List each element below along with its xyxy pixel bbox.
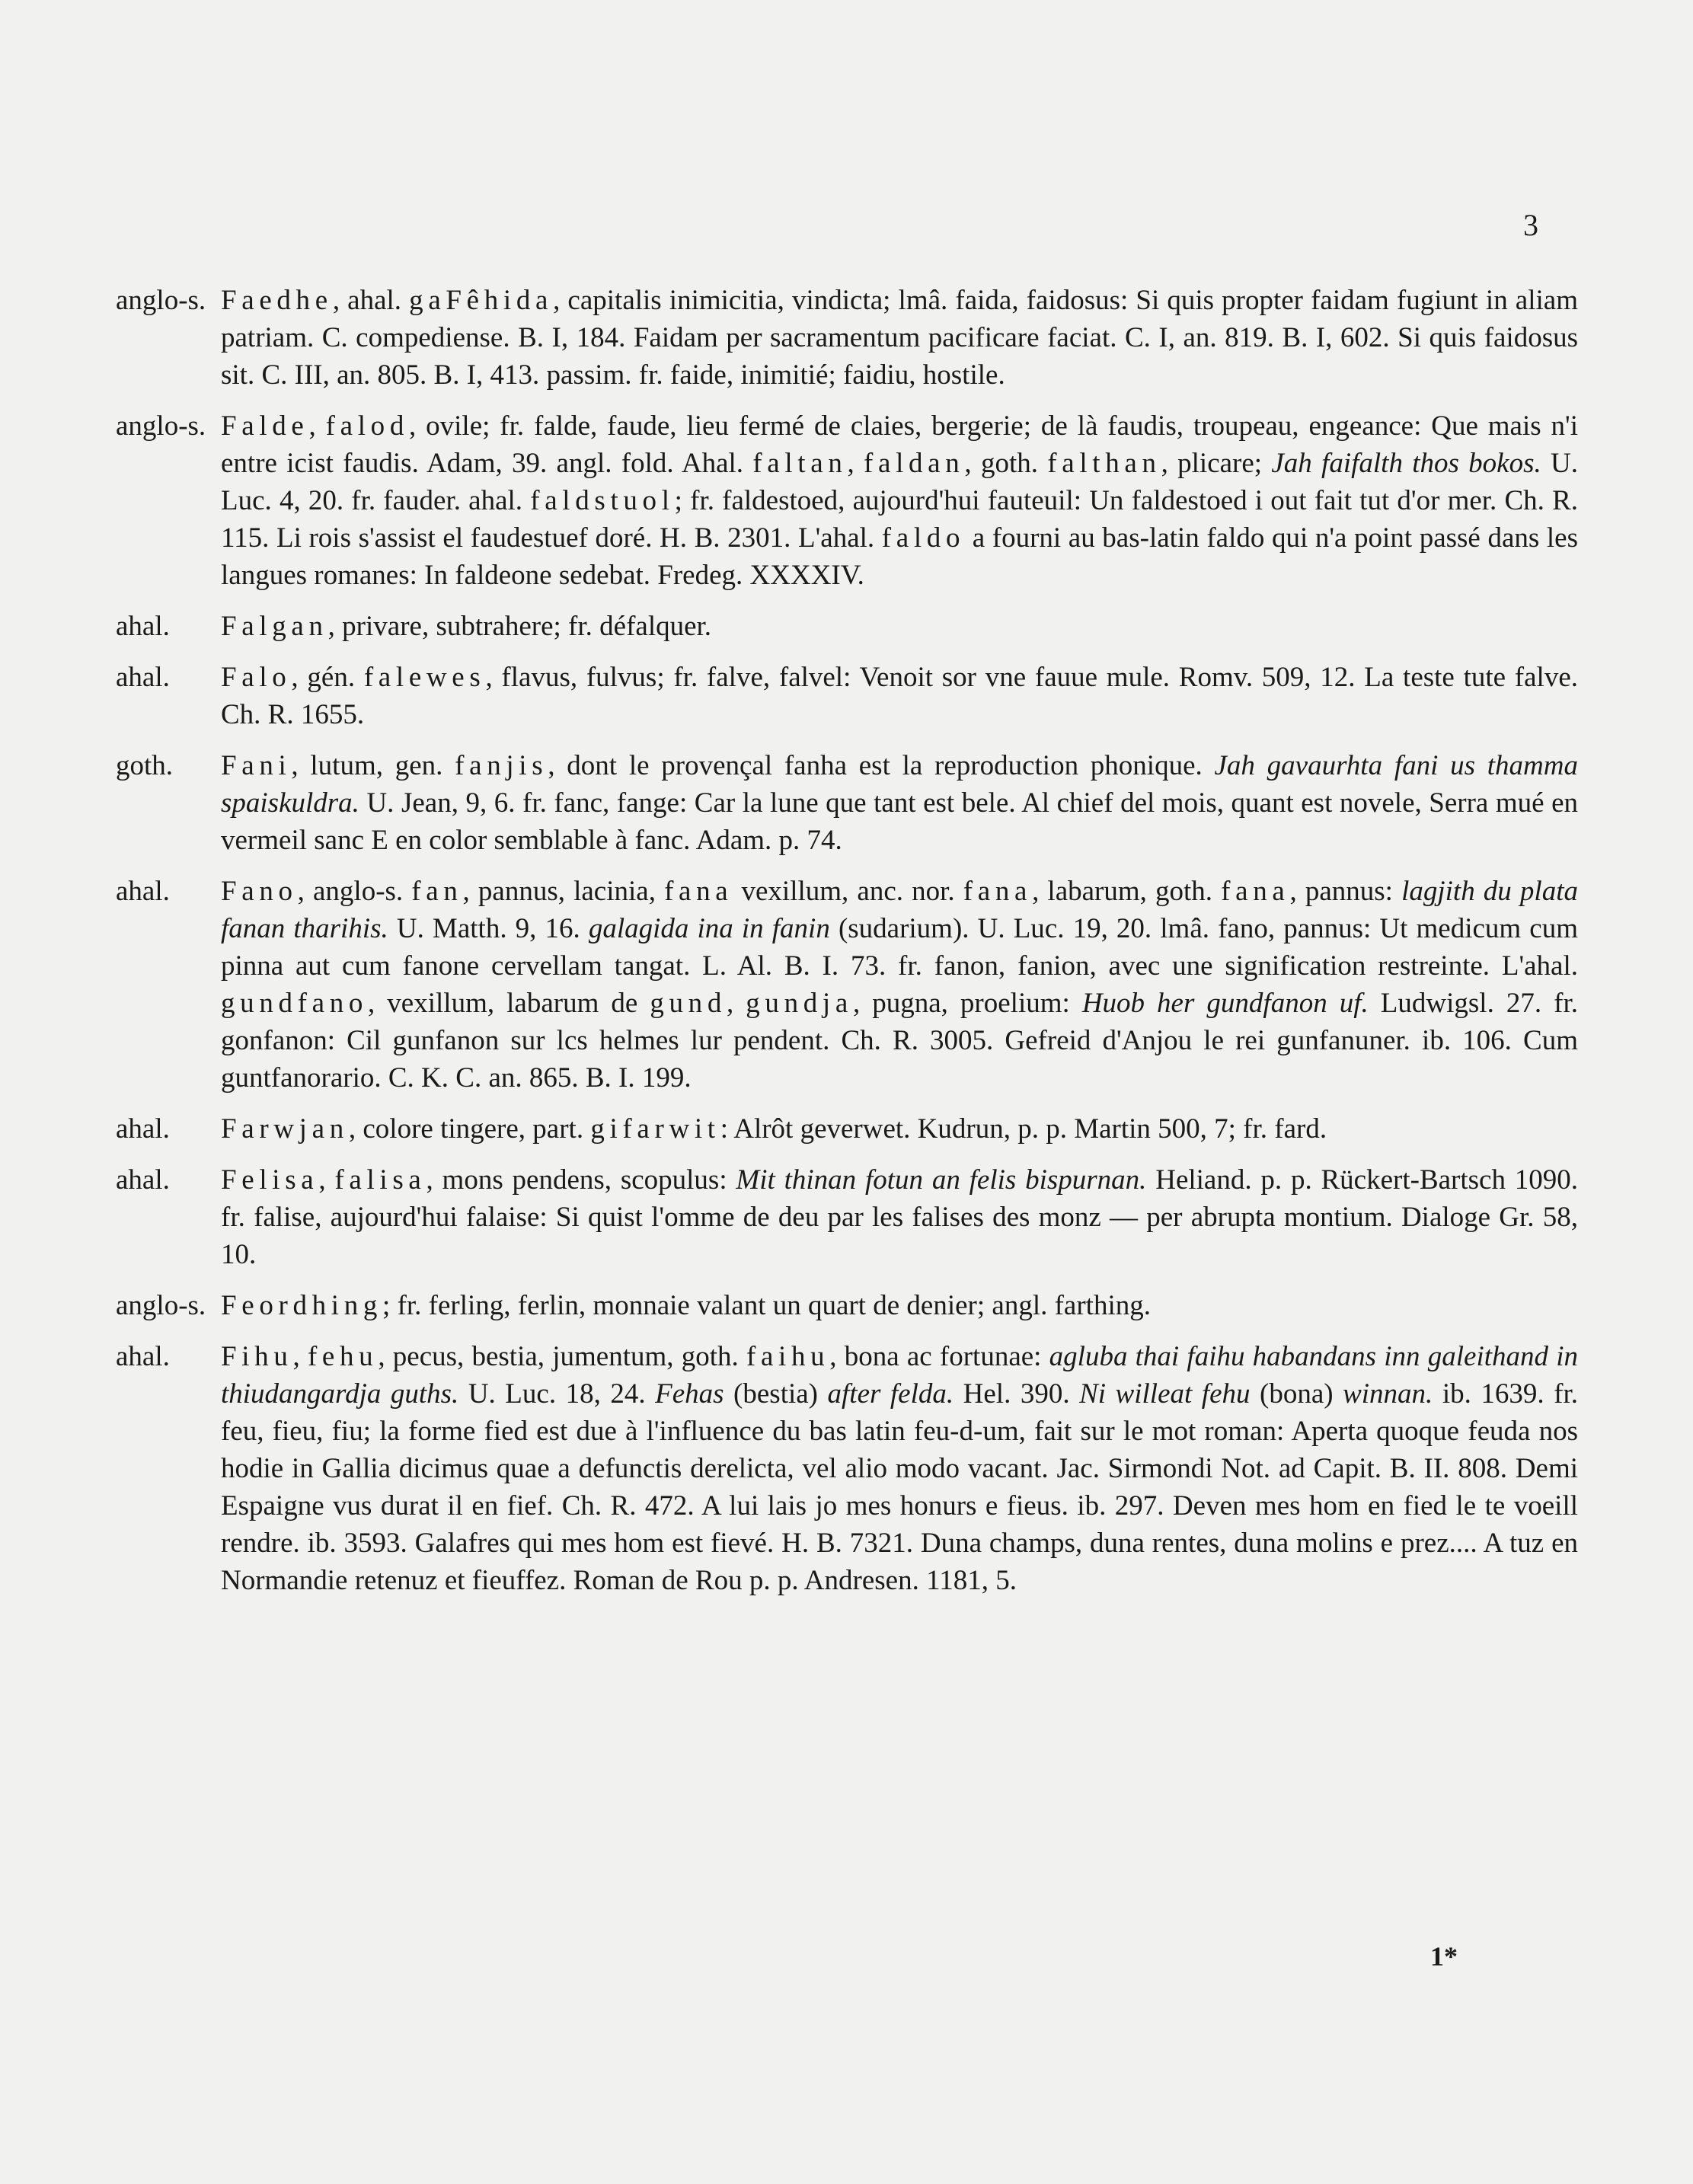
headword: falisa	[334, 1164, 426, 1196]
entry-language-label: anglo-s.	[116, 410, 206, 442]
dictionary-entry	[116, 747, 1578, 859]
entry-text: ,	[847, 448, 864, 479]
entry-text: Ludwigsl. 27. fr. gonfanon: Cil gunfanon sur lcs helmes lur pendent. Ch. R. 3005. Gefreid d'Anjou le rei gunfanuner. ib. 106. Cum guntfanorario. C. K. C. an. 865. B. I. 199.	[221, 988, 1578, 1094]
entry-text: , bona ac fortunae:	[829, 1341, 1049, 1372]
headword: gund	[650, 988, 727, 1019]
dictionary-entry	[116, 1110, 1578, 1148]
headword: Felisa	[221, 1164, 319, 1196]
entry-text: , pecus, bestia, jumentum, goth.	[378, 1341, 746, 1372]
entry-language-label: anglo-s.	[116, 1290, 206, 1321]
entry-text: U. Luc. 4, 20. fr. fauder. ahal.	[221, 448, 1579, 516]
dictionary-entry	[116, 282, 1578, 394]
quotation: Fehas	[655, 1378, 724, 1410]
entry-text: , capitalis inimicitia, vindicta; lmâ. faida, faidosus: Si quis propter faidam fugiunt in aliam patriam. C. compediense. B. I, 184. Faidam per sacramentum pacificare faciat. C. I, an. 819. B. I, 602. Si quis faidosus sit. C. III, an. 805. B. I, 413. passim. fr. faide, inimitié; faidiu, hostile.	[221, 285, 1578, 391]
entry-text: , pannus:	[1289, 876, 1402, 907]
headword: faldo	[881, 522, 966, 554]
headword: fan	[411, 876, 463, 907]
headword: faihu	[746, 1341, 830, 1372]
entry-body	[221, 282, 1578, 394]
headword: fana	[1221, 876, 1290, 907]
entry-body	[221, 659, 1578, 733]
entry-text: , flavus, fulvus; fr. falve, falvel: Venoit sor vne fauue mule. Romv. 509, 12. La teste tute falve. Ch. R. 1655.	[221, 662, 1578, 730]
quotation: agluba thai faihu habandans inn galeithand in thiudangardja guths.	[221, 1341, 1578, 1410]
entry-language-label: ahal.	[116, 1341, 170, 1372]
entry-text: , vexillum, labarum de	[368, 988, 650, 1019]
entry-text: , mons pendens, scopulus:	[426, 1164, 736, 1196]
entry-text: , dont le provençal fanha est la reproduction phonique.	[548, 750, 1215, 781]
page-number: 3	[1523, 208, 1538, 242]
dictionary-entry	[116, 608, 1578, 645]
dictionary-entry	[116, 659, 1578, 733]
entry-body	[221, 747, 1578, 859]
entry-text: , ovile; fr. falde, faude, lieu fermé de claies, bergerie; de là faudis, troupeau, engeance: Que mais n'i entre icist faudis. Adam, 39. angl. fold. Ahal.	[221, 410, 1579, 479]
entry-text: (sudarium). U. Luc. 19, 20. lmâ. fano, pannus: Ut medicum cum pinna aut cum fanone cervellam tangat. L. Al. B. I. 73. fr. fanon, fanion, avec une signification restreinte. L'ahal.	[221, 913, 1578, 982]
headword: Falo	[221, 662, 292, 693]
headword: fana	[963, 876, 1033, 907]
entry-language-label: anglo-s.	[116, 285, 206, 316]
entry-text: ; fr. faldestoed, aujourd'hui fauteuil: Un faldestoed i out fait tut d'or mer. Ch. R. 115. Li rois s'assist el faudestuef doré. H. B. 2301. L'ahal.	[221, 485, 1579, 554]
entry-text: , pugna, proelium:	[852, 988, 1082, 1019]
entry-language-label: ahal.	[116, 662, 170, 693]
entry-text: ,	[308, 410, 326, 442]
headword: Falgan	[221, 611, 328, 642]
quotation: Huob her gundfanon uf.	[1081, 988, 1369, 1019]
entry-text: U. Jean, 9, 6. fr. fanc, fange: Car la lune que tant est bele. Al chief del mois, quant est novele, Serra mué en vermeil sanc E en color semblable à fanc. Adam. p. 74.	[221, 787, 1578, 856]
headword: gundja	[746, 988, 853, 1019]
headword: faldstuol	[530, 485, 675, 516]
dictionary-entry	[116, 407, 1578, 594]
entry-language-label: goth.	[116, 750, 174, 781]
entry-text: : Alrôt geverwet. Kudrun, p. p. Martin 500, 7; fr. fard.	[720, 1113, 1327, 1145]
headword: faldan	[864, 448, 965, 479]
headword: gundfano	[221, 988, 369, 1019]
quotation: Mit thinan fotun an felis bispurnan.	[736, 1164, 1147, 1196]
entry-text: , ahal.	[332, 285, 410, 316]
dictionary-entry	[116, 1338, 1578, 1599]
entry-text: , plicare;	[1161, 448, 1272, 479]
quotation: after felda.	[827, 1378, 954, 1410]
dictionary-entry	[116, 1287, 1578, 1324]
entry-language-label: ahal.	[116, 1164, 170, 1196]
quotation: winnan.	[1343, 1378, 1433, 1410]
quotation: lagjith du plata fanan tharihis.	[221, 876, 1578, 944]
entry-text: ,	[318, 1164, 335, 1196]
entry-language-label: ahal.	[116, 876, 170, 907]
headword: falewes	[363, 662, 486, 693]
entry-text: ; fr. ferling, ferlin, monnaie valant un quart de denier; angl. farthing.	[382, 1290, 1151, 1321]
dictionary-entries	[116, 282, 1578, 1613]
entry-body	[221, 1287, 1578, 1324]
headword: Farwjan	[221, 1113, 349, 1145]
headword: gifarwit	[590, 1113, 720, 1145]
headword: Fano	[221, 876, 298, 907]
entry-text: Heliand. p. p. Rückert-Bartsch 1090. fr. falise, aujourd'hui falaise: Si quist l'omme de deu par les falises des monz — per abrupta montium. Dialoge Gr. 58, 10.	[221, 1164, 1579, 1270]
entry-text: a fourni au bas-latin faldo qui n'a point passé dans les langues romanes: In faldeone sedebat. Fredeg. XXXXIV.	[221, 522, 1578, 591]
headword: fana	[664, 876, 733, 907]
headword: fehu	[307, 1341, 379, 1372]
entry-text: U. Matth. 9, 16.	[388, 913, 589, 944]
entry-body	[221, 407, 1578, 594]
entry-text: , goth.	[964, 448, 1048, 479]
entry-body	[221, 608, 1578, 645]
entry-body	[221, 1161, 1578, 1273]
entry-text: ,	[292, 1341, 308, 1372]
entry-language-label: ahal.	[116, 1113, 170, 1145]
quotation: galagida ina in fanin	[588, 913, 830, 944]
entry-text: U. Luc. 18, 24.	[458, 1378, 656, 1410]
entry-language-label: ahal.	[116, 611, 170, 642]
dictionary-entry	[116, 873, 1578, 1097]
entry-text: , privare, subtrahere; fr. défalquer.	[327, 611, 712, 642]
headword: fanjis	[455, 750, 548, 781]
entry-text: (bestia)	[724, 1378, 828, 1410]
headword: Fihu	[221, 1341, 293, 1372]
entry-text: Hel. 390.	[954, 1378, 1080, 1410]
entry-text: , anglo-s.	[297, 876, 412, 907]
entry-text: , gén.	[291, 662, 364, 693]
headword: Fani	[221, 750, 292, 781]
headword: faltan	[752, 448, 848, 479]
headword: falthan	[1047, 448, 1161, 479]
entry-text: , pannus, lacinia,	[462, 876, 665, 907]
headword: Faedhe	[221, 285, 333, 316]
quotation: Ni willeat fehu	[1079, 1378, 1251, 1410]
entry-text: , colore tingere, part.	[348, 1113, 591, 1145]
headword: gaFêhida	[409, 285, 554, 316]
signature-mark: 1*	[1430, 1941, 1458, 1972]
entry-body	[221, 1110, 1578, 1148]
entry-text: (bona)	[1250, 1378, 1343, 1410]
entry-text: , labarum, goth.	[1032, 876, 1222, 907]
quotation: Jah faifalth thos bokos.	[1271, 448, 1541, 479]
entry-text: ib. 1639. fr. feu, fieu, fiu; la forme fied est due à l'influence du bas latin feu-d-um, fait sur le mot roman: Aperta quoque feuda nos hodie in Gallia dicimus quae a defunctis derelicta, vel alio modo vacant. Jac. Sirmondi Not. ad Capit. B. II. 808. Demi Espaigne vus durat il en fief. Ch. R. 472. A lui lais jo mes honurs e fieus. ib. 297. Deven mes hom en fied le te voeill rendre. ib. 3593. Galafres qui mes hom est fievé. H. B. 7321. Duna champs, duna rentes, duna molins e prez.... A tuz en Normandie retenuz et fieuffez. Roman de Rou p. p. Andresen. 1181, 5.	[221, 1378, 1578, 1596]
entry-body	[221, 873, 1578, 1097]
headword: Feordhing	[221, 1290, 383, 1321]
headword: falod	[325, 410, 409, 442]
quotation: Jah gavaurhta fani us thamma spaiskuldra.	[221, 750, 1578, 819]
entry-text: vexillum, anc. nor.	[733, 876, 963, 907]
entry-body	[221, 1338, 1578, 1599]
entry-text: , lutum, gen.	[291, 750, 455, 781]
headword: Falde	[221, 410, 309, 442]
entry-text: ,	[726, 988, 746, 1019]
dictionary-entry	[116, 1161, 1578, 1273]
